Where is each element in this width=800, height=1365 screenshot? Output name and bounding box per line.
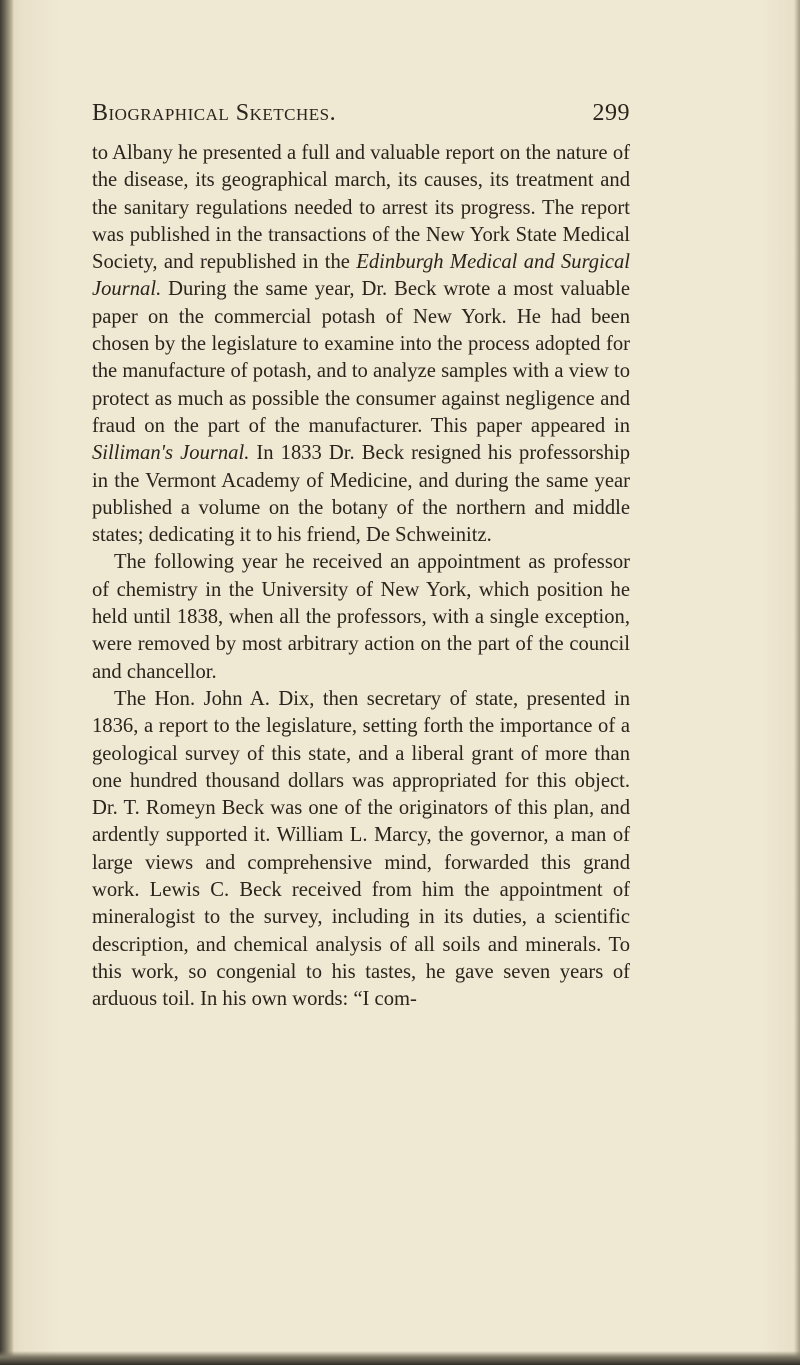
book-spine-shadow (0, 0, 14, 1365)
paragraph-1 (92, 140, 630, 549)
page-number: 299 (592, 100, 630, 126)
journal-title-edinburgh: Edinburgh Medical and Surgical Journal. (92, 251, 630, 301)
paragraph-1-text-b: During the same year, Dr. Beck wrote a most valuable paper on the commercial potash of New York. He had been chosen by the legislature to examine into the process adopted for the manufacture of potash, and to analyze samples with a view to protect as much as possible the consumer against negligence and fraud on the part of the manufacturer. This paper appeared in (92, 278, 630, 437)
page-edge (794, 0, 800, 1365)
paragraph-1-text-a: to Albany he presented a full and valuable report on the nature of the disease, its geographical march, its causes, its treatment and the sanitary regulations needed to arrest its progress. The report was published in the transactions of the New York State Medical Society, and republished in the (92, 142, 630, 274)
paragraph-3: The Hon. John A. Dix, then secretary of state, presented in 1836, a report to the legislature, setting forth the importance of a geological survey of this state, and a liberal grant of more than one hundred thousand dollars was appropriated for this object. Dr. T. Romeyn Beck was one of the originators of this plan, and ardently supported it. William L. Marcy, the governor, a man of large views and comprehensive mind, forwarded this grand work. Lewis C. Beck received from him the appointment of mineralogist to the survey, including in its duties, a scientific description, and chemical analysis of all soils and minerals. To this work, so congenial to his tastes, he gave seven years of arduous toil. In his own words: “I com- (92, 687, 630, 1011)
page-bottom-edge (0, 1351, 800, 1365)
running-head (92, 100, 630, 134)
paragraph-1-text-c: In 1833 Dr. Beck resigned his professorship in the Vermont Academy of Medicine, and during the same year published a volume on the botany of the northern and middle states; dedicating it to his friend, De Schweinitz. (92, 442, 630, 547)
body-text (92, 140, 630, 1014)
running-title: Biographical Sketches. (92, 100, 337, 126)
journal-title-silliman: Silliman's Journal. (92, 442, 250, 465)
paragraph-2: The following year he received an appointment as professor of chemistry in the University of New York, which position he held until 1838, when all the professors, with a single exception, were removed by most arbitrary action on the part of the council and chancellor. (92, 551, 630, 683)
